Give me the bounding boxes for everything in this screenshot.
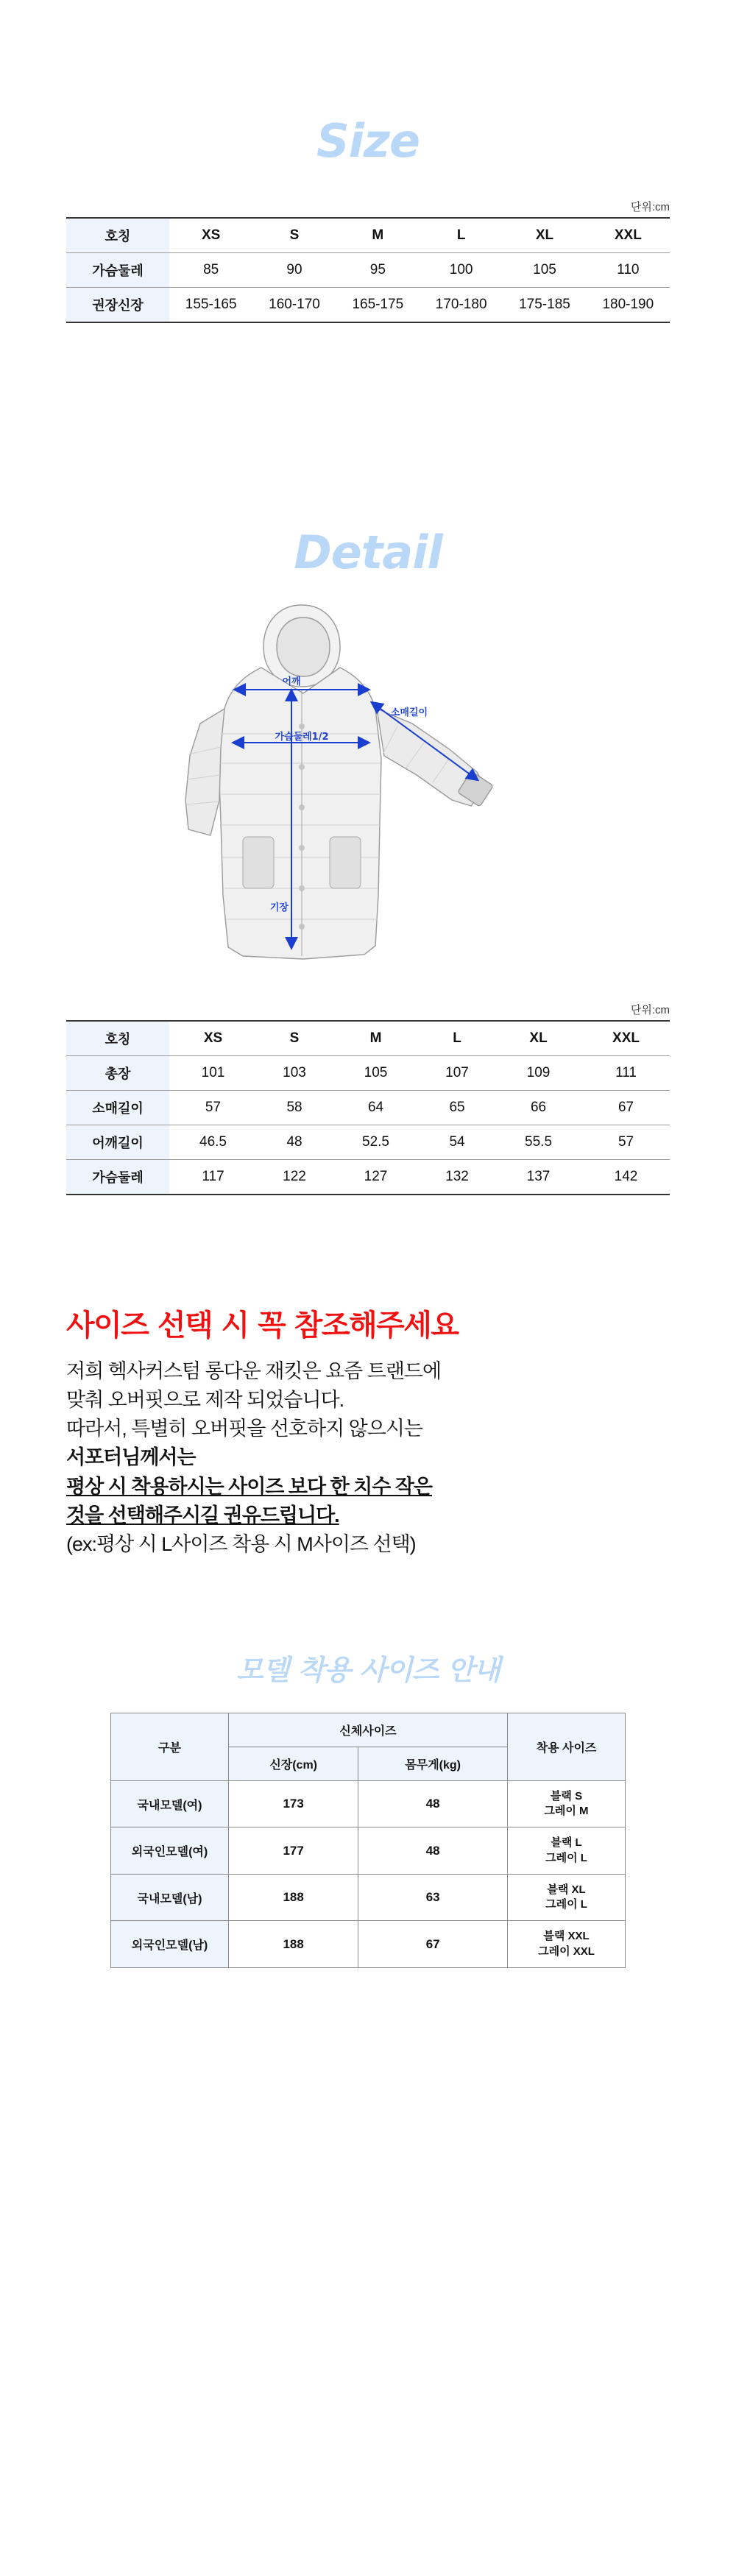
column-header: L xyxy=(420,218,503,253)
table-cell-height: 177 xyxy=(229,1827,358,1875)
table-header-row xyxy=(111,1713,626,1747)
notice-line-5: 평상 시 착용하시는 사이즈 보다 한 치수 작은 xyxy=(66,1475,432,1498)
table-cell: 101 xyxy=(169,1056,257,1091)
column-header: S xyxy=(257,1021,332,1056)
table-cell-wear xyxy=(508,1874,626,1921)
garment-diagram-svg xyxy=(0,579,736,991)
wear-line: 그레이 L xyxy=(545,1898,587,1911)
page-title-size: Size xyxy=(316,114,420,168)
column-header: XXL xyxy=(587,218,670,253)
unit-label-garment: 단위:cm xyxy=(630,1004,670,1016)
table-row xyxy=(66,288,670,323)
table-cell: 54 xyxy=(420,1125,495,1160)
page-title-detail: Detail xyxy=(294,526,442,579)
table-cell-height: 188 xyxy=(229,1874,358,1921)
table-header-row xyxy=(66,1021,670,1056)
table-cell: 57 xyxy=(582,1125,670,1160)
garment-size-table-section xyxy=(66,1002,670,1195)
notice-line-1: 저희 헥사커스텀 롱다운 재킷은 요즘 트랜드에 xyxy=(66,1360,442,1382)
column-header: XL xyxy=(495,1021,582,1056)
notice-line-2 xyxy=(66,1386,670,1415)
row-label: 권장신장 xyxy=(66,288,169,323)
table-cell: 180-190 xyxy=(587,288,670,323)
column-header: M xyxy=(332,1021,420,1056)
row-label: 총장 xyxy=(66,1056,169,1091)
table-cell: 155-165 xyxy=(169,288,252,323)
column-header: 호칭 xyxy=(66,1021,169,1056)
wear-line: 블랙 S xyxy=(550,1789,583,1802)
table-cell: 132 xyxy=(420,1160,495,1195)
table-cell: 110 xyxy=(587,253,670,288)
table-row xyxy=(111,1874,626,1921)
garment-size-table xyxy=(66,1020,670,1195)
table-cell: 55.5 xyxy=(495,1125,582,1160)
column-header-weight: 몸무게(kg) xyxy=(358,1747,508,1780)
table-cell: 67 xyxy=(582,1091,670,1125)
row-label: 소매길이 xyxy=(66,1091,169,1125)
label-chest: 가슴둘레1/2 xyxy=(275,732,329,743)
table-cell-wear xyxy=(508,1827,626,1875)
table-row xyxy=(66,1160,670,1195)
table-header-row xyxy=(66,218,670,253)
table-cell: 58 xyxy=(257,1091,332,1125)
table-cell-weight: 48 xyxy=(358,1780,508,1827)
wear-line: 그레이 M xyxy=(544,1805,589,1818)
table-cell: 85 xyxy=(169,253,252,288)
garment-diagram xyxy=(0,579,736,991)
table-cell: 109 xyxy=(495,1056,582,1091)
table-cell: 127 xyxy=(332,1160,420,1195)
column-header: 호칭 xyxy=(66,218,169,253)
label-sleeve: 소매길이 xyxy=(390,707,428,718)
label-length: 기장 xyxy=(269,902,289,913)
table-cell-height: 188 xyxy=(229,1921,358,1968)
table-row xyxy=(111,1921,626,1968)
table-cell: 175-185 xyxy=(503,288,586,323)
notice-line-7: (ex:평상 시 L사이즈 착용 시 M사이즈 선택) xyxy=(66,1532,416,1555)
table-cell: 137 xyxy=(495,1160,582,1195)
notice-line-3-text: 따라서, 특별히 오버핏을 선호하지 않으시는 xyxy=(66,1418,422,1440)
table-cell: 65 xyxy=(420,1091,495,1125)
table-cell: 103 xyxy=(257,1056,332,1091)
table-cell: 165-175 xyxy=(336,288,420,323)
column-header-division: 구분 xyxy=(111,1713,229,1780)
table-cell-wear xyxy=(508,1921,626,1968)
table-cell: 90 xyxy=(252,253,336,288)
row-label: 국내모델(여) xyxy=(111,1780,229,1827)
table-cell: 46.5 xyxy=(169,1125,257,1160)
notice-line-3 xyxy=(66,1415,670,1443)
table-cell: 64 xyxy=(332,1091,420,1125)
page-title-model: 모델 착용 사이즈 안내 xyxy=(236,1653,500,1686)
table-cell: 160-170 xyxy=(252,288,336,323)
column-header-body-size: 신체사이즈 xyxy=(229,1713,508,1747)
column-header: XS xyxy=(169,218,252,253)
body-size-table xyxy=(66,217,670,323)
body-size-table-section xyxy=(66,199,670,323)
table-cell: 57 xyxy=(169,1091,257,1125)
table-cell-height: 173 xyxy=(229,1780,358,1827)
table-cell: 111 xyxy=(582,1056,670,1091)
table-row xyxy=(66,1056,670,1091)
table-cell: 170-180 xyxy=(420,288,503,323)
table-cell: 105 xyxy=(332,1056,420,1091)
table-cell: 117 xyxy=(169,1160,257,1195)
column-header: XS xyxy=(169,1021,257,1056)
notice-title: 사이즈 선택 시 꼭 참조해주세요 xyxy=(66,1309,459,1342)
wear-line: 블랙 L xyxy=(551,1836,582,1850)
table-cell-weight: 48 xyxy=(358,1827,508,1875)
row-label: 외국인모델(여) xyxy=(111,1827,229,1875)
model-size-table xyxy=(110,1713,626,1968)
wear-line: 그레이 XXL xyxy=(538,1945,595,1958)
row-label: 가슴둘레 xyxy=(66,253,169,288)
column-header: M xyxy=(336,218,420,253)
column-header: XL xyxy=(503,218,586,253)
column-header: S xyxy=(252,218,336,253)
size-notice-section xyxy=(66,1302,670,1559)
row-label: 어깨길이 xyxy=(66,1125,169,1160)
table-row xyxy=(66,253,670,288)
table-cell: 107 xyxy=(420,1056,495,1091)
notice-line-6 xyxy=(66,1501,670,1530)
table-cell-weight: 67 xyxy=(358,1921,508,1968)
column-header: L xyxy=(420,1021,495,1056)
table-cell: 95 xyxy=(336,253,420,288)
model-size-table-section xyxy=(110,1713,626,1968)
table-cell: 52.5 xyxy=(332,1125,420,1160)
table-row xyxy=(66,1091,670,1125)
wear-line: 그레이 L xyxy=(545,1851,587,1864)
notice-line-6-text: 것을 선택해주시길 권유드립니다. xyxy=(66,1504,339,1526)
table-row xyxy=(111,1827,626,1875)
table-cell: 142 xyxy=(582,1160,670,1195)
table-cell-weight: 63 xyxy=(358,1874,508,1921)
wear-line: 블랙 XL xyxy=(547,1883,586,1896)
row-label: 가슴둘레 xyxy=(66,1160,169,1195)
column-header-wear-size: 착용 사이즈 xyxy=(508,1713,626,1780)
column-header: XXL xyxy=(582,1021,670,1056)
table-cell: 48 xyxy=(257,1125,332,1160)
row-label: 국내모델(남) xyxy=(111,1874,229,1921)
table-row xyxy=(111,1780,626,1827)
label-shoulder: 어깨 xyxy=(282,676,301,687)
table-row xyxy=(66,1125,670,1160)
unit-label-body: 단위:cm xyxy=(630,201,670,213)
row-label: 외국인모델(남) xyxy=(111,1921,229,1968)
table-cell: 122 xyxy=(257,1160,332,1195)
notice-line-2-text: 맞춰 오버핏으로 제작 되었습니다. xyxy=(66,1389,344,1412)
table-cell: 66 xyxy=(495,1091,582,1125)
table-cell: 105 xyxy=(503,253,586,288)
notice-line-4: 서포터님께서는 xyxy=(66,1446,196,1469)
column-header-height: 신장(cm) xyxy=(229,1747,358,1780)
coat-shape xyxy=(185,605,493,959)
wear-line: 블랙 XXL xyxy=(543,1930,590,1943)
table-cell-wear xyxy=(508,1780,626,1827)
table-cell: 100 xyxy=(420,253,503,288)
